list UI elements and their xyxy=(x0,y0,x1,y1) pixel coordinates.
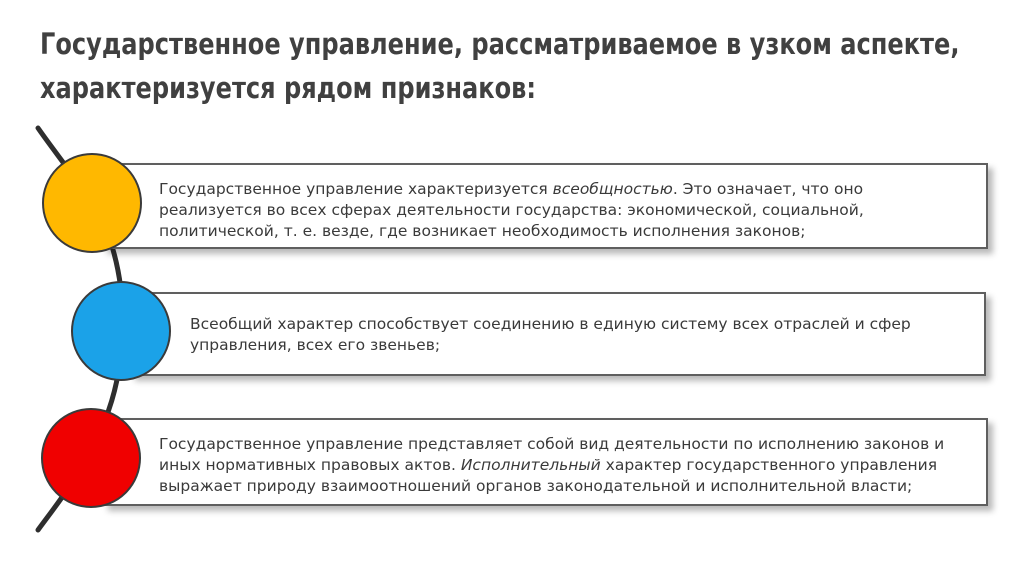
feature-text-1: Государственное управление характеризуется всеобщностью. Это означает, что оно реализуется во всех сферах деятельности государства: экономической, социальной, политической, т. е. везде, где возникает необходимость исполнения законов; xyxy=(159,180,864,240)
feature-text-3: Государственное управление представляет собой вид деятельности по исполнению законов и иных нормативных правовых актов. Исполнительный характер государственного управления выражает природу взаимоотношений органов законодательной и исполнительной власти; xyxy=(159,435,945,495)
feature-box-3 xyxy=(103,418,988,506)
yellow-circle-marker xyxy=(42,153,142,253)
slide-title-line-2: характеризуется рядом признаков: xyxy=(40,71,537,105)
red-circle-marker xyxy=(41,408,141,508)
feature-text-2: Всеобщий характер способствует соединению в единую систему всех отраслей и сфер управления, всех его звеньев; xyxy=(190,315,911,354)
feature-box-2 xyxy=(130,292,986,376)
slide-title-line-1: Государственное управление, рассматриваемое в узком аспекте, xyxy=(40,27,960,61)
feature-emphasis-3: Исполнительный xyxy=(460,456,601,474)
blue-circle-marker xyxy=(71,281,171,381)
feature-emphasis-1: всеобщностью xyxy=(552,180,673,198)
feature-box-1 xyxy=(102,163,988,249)
